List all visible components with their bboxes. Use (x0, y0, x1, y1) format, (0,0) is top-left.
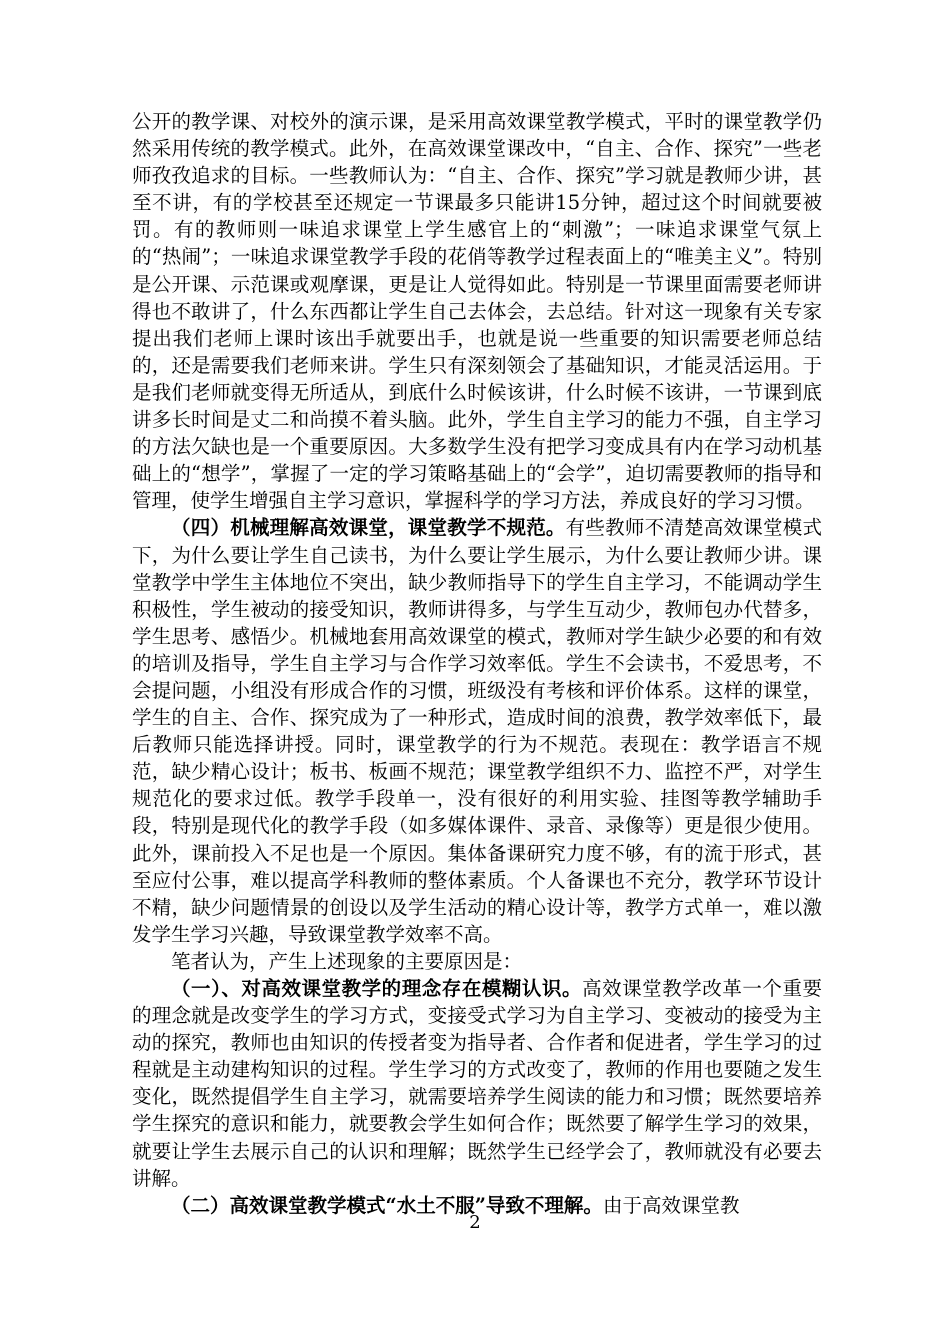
document-body (132, 108, 822, 1219)
page-number: 2 (469, 1212, 481, 1233)
section-heading-two: （二）高效课堂教学模式“水土不服”导致不理解。 (171, 1193, 603, 1217)
paragraph-text: 笔者认为，产生上述现象的主要原因是： (171, 949, 523, 973)
paragraph-section-four (132, 514, 822, 948)
paragraph-text: 高效课堂教学改革一个重要的理念就是改变学生的学习方式，变接受式学习为自主学习、变被动的接受为主动的探究，教师也由知识的传授者变为指导者、合作者和促进者，学生学习的过程就是主动建构知识的过程。学生学习的方式改变了，教师的作用也要随之发生变化，既然提倡学生自主学习，就需要培养学生阅读的能力和习惯；既然要培养学生探究的意识和能力，就要教会学生如何合作；既然要了解学生学习的效果，就要让学生去展示自己的认识和理解；既然学生已经学会了，教师就没有必要去讲解。 (132, 977, 822, 1190)
section-heading-one: （一）、对高效课堂教学的理念存在模糊认识。 (171, 977, 583, 1000)
paragraph-continuation (132, 108, 822, 514)
section-heading-four: （四）机械理解高效课堂，课堂教学不规范。 (171, 516, 566, 540)
paragraph-author-view (132, 948, 822, 975)
paragraph-text: 公开的教学课、对校外的演示课，是采用高效课堂教学模式，平时的课堂教学仍然采用传统的教学模式。此外，在高效课堂课改中，“自主、合作、探究”一些老师孜孜追求的目标。一些教师认为：“自主、合作、探究”学习就是教师少讲，甚至不讲，有的学校甚至还规定一节课最多只能讲15分钟，超过这个时间就要被罚。有的教师则一味追求课堂上学生感官上的“刺激”；一味追求课堂气氛上的“热闹”；一味追求课堂教学手段的花俏等教学过程表面上的“唯美主义”。特别是公开课、示范课或观摩课，更是让人觉得如此。特别是一节课里面需要老师讲得也不敢讲了，什么东西都让学生自己去体会，去总结。针对这一现象有关专家提出我们老师上课时该出手就要出手，也就是说一些重要的知识需要老师总结的，还是需要我们老师来讲。学生只有深刻领会了基础知识，才能灵活运用。于是我们老师就变得无所适从，到底什么时候该讲，什么时候不该讲，一节课到底讲多长时间是丈二和尚摸不着头脑。此外，学生自主学习的能力不强，自主学习的方法欠缺也是一个重要原因。大多数学生没有把学习变成具有内在学习动机基础上的“想学”，掌握了一定的学习策略基础上的“会学”，迫切需要教师的指导和管理，使学生增强自主学习意识，掌握科学的学习方法，养成良好的学习习惯。 (132, 110, 822, 513)
paragraph-text: 由于高效课堂教 (602, 1193, 740, 1217)
paragraph-cause-one (132, 975, 822, 1192)
paragraph-text: 有些教师不清楚高效课堂模式下，为什么要让学生自己读书，为什么要让学生展示，为什么要让教师少讲。课堂教学中学生主体地位不突出，缺少教师指导下的学生自主学习，不能调动学生积极性，学生被动的接受知识，教师讲得多，与学生互动少，教师包办代替多，学生思考、感悟少。机械地套用高效课堂的模式，教师对学生缺少必要的和有效的培训及指导，学生自主学习与合作学习效率低。学生不会读书，不爱思考，不会提问题，小组没有形成合作的习惯，班级没有考核和评价体系。这样的课堂，学生的自主、合作、探究成为了一种形式，造成时间的浪费，教学效率低下，最后教师只能选择讲授。同时，课堂教学的行为不规范。表现在：教学语言不规范，缺少精心设计；板书、板画不规范；课堂教学组织不力、监控不严，对学生规范化的要求过低。教学手段单一，没有很好的利用实验、挂图等教学辅助手段，特别是现代化的教学手段（如多媒体课件、录音、录像等）更是很少使用。此外，课前投入不足也是一个原因。集体备课研究力度不够，有的流于形式，甚至应付公事，难以提高学科教师的整体素质。个人备课也不充分，教学环节设计不精，缺少问题情景的创设以及学生活动的精心设计等，教学方式单一，难以激发学生学习兴趣，导致课堂教学效率不高。 (132, 516, 822, 946)
